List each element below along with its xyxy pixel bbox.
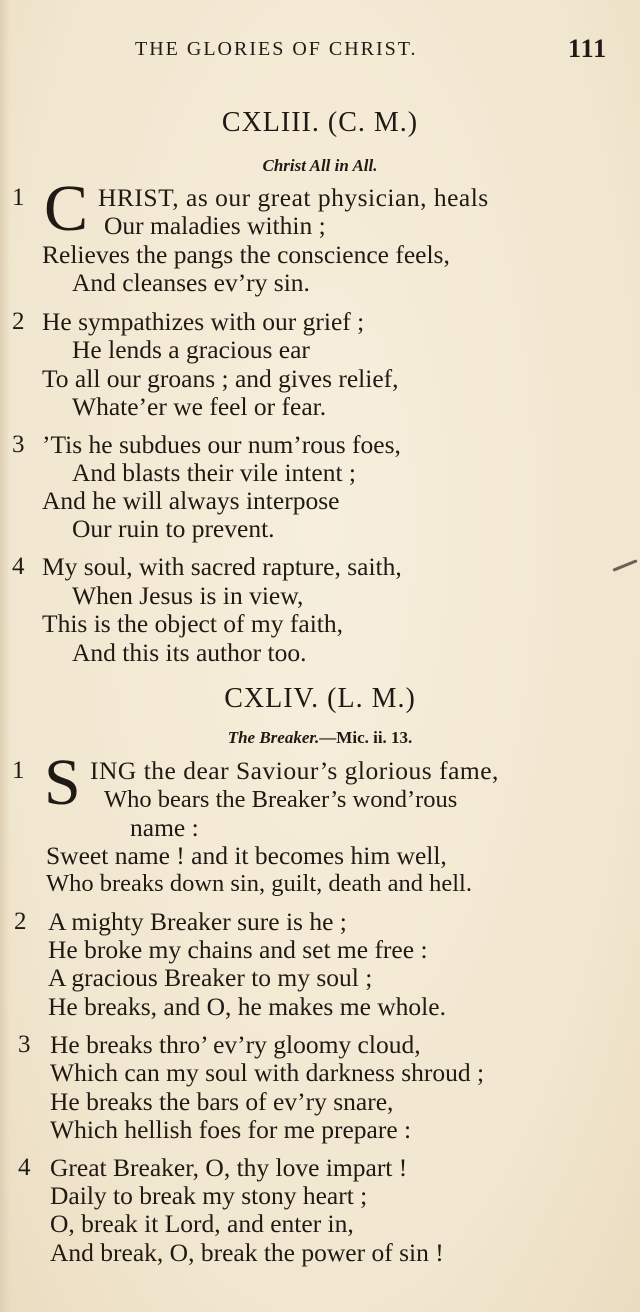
verse-line: He breaks, and O, he makes me whole.	[48, 992, 446, 1021]
verse-line: Whate’er we feel or fear.	[72, 392, 327, 421]
verse-line: Relieves the pangs the conscience feels,	[42, 240, 450, 269]
subtitle-italic: The Breaker.	[227, 728, 320, 747]
verse-line: A mighty Breaker sure is he ;	[48, 907, 347, 936]
verse-line: He broke my chains and set me free :	[48, 935, 428, 964]
verse-line: Who breaks down sin, guilt, death and hell.	[46, 870, 472, 897]
verse-line: When Jesus is in view,	[72, 581, 304, 610]
stanza-number: 2	[12, 308, 25, 335]
verse-line: ’Tis he subdues our num’rous foes,	[42, 430, 401, 459]
verse-line: Our ruin to prevent.	[72, 514, 275, 543]
verse-line: Which hellish foes for me prepare :	[50, 1115, 412, 1144]
hymn-title: CXLIV. (L. M.)	[224, 683, 416, 714]
hymn-subtitle: Christ All in All.	[262, 156, 378, 175]
hymn-title: CXLIII. (C. M.)	[221, 107, 419, 138]
verse-line: And break, O, break the power of sin !	[50, 1238, 444, 1267]
verse-line: Who bears the Breaker’s wond’rous	[104, 786, 458, 813]
running-head: THE GLORIES OF CHRIST.	[135, 38, 418, 60]
verse-line: Which can my soul with darkness shroud ;	[50, 1058, 485, 1087]
stanza-number: 2	[14, 908, 27, 935]
drop-cap: C	[44, 172, 89, 245]
verse-line: Sweet name ! and it becomes him well,	[46, 841, 447, 870]
scripture-reference: —Mic. ii. 13.	[319, 728, 413, 747]
verse-line: And he will always interpose	[42, 486, 340, 515]
stanza-number: 1	[12, 184, 25, 211]
verse-line: He breaks the bars of ev’ry snare,	[50, 1087, 394, 1116]
drop-cap: S	[44, 746, 81, 819]
verse-line: A gracious Breaker to my soul ;	[48, 963, 373, 992]
page-gutter	[0, 0, 10, 1312]
stanza-number: 1	[12, 757, 25, 784]
stanza-number: 3	[18, 1031, 31, 1058]
margin-pencil-mark	[612, 559, 637, 572]
verse-line: This is the object of my faith,	[42, 609, 343, 638]
verse-line: He breaks thro’ ev’ry gloomy cloud,	[50, 1030, 421, 1059]
stanza-number: 4	[12, 553, 25, 580]
verse-line: HRIST, as our great physician, heals	[98, 183, 489, 212]
verse-line: He sympathizes with our grief ;	[42, 307, 365, 336]
stanza-number: 3	[12, 431, 25, 458]
stanza-number: 4	[18, 1154, 31, 1181]
verse-line: Daily to break my stony heart ;	[50, 1181, 368, 1210]
verse-line: name :	[130, 813, 199, 842]
verse-line: And cleanses ev’ry sin.	[72, 268, 310, 297]
verse-line: And blasts their vile intent ;	[72, 458, 356, 487]
hymn-subtitle	[0, 728, 640, 748]
verse-line: Our maladies within ;	[104, 211, 326, 240]
verse-line: He lends a gracious ear	[72, 335, 310, 364]
page-number: 111	[568, 34, 608, 63]
verse-line: My soul, with sacred rapture, saith,	[42, 552, 402, 581]
verse-line: Great Breaker, O, thy love impart !	[50, 1153, 408, 1182]
verse-line: To all our groans ; and gives relief,	[42, 364, 399, 393]
verse-line: ING the dear Saviour’s glorious fame,	[90, 756, 499, 785]
verse-line: O, break it Lord, and enter in,	[50, 1209, 354, 1238]
verse-line: And this its author too.	[72, 638, 307, 667]
